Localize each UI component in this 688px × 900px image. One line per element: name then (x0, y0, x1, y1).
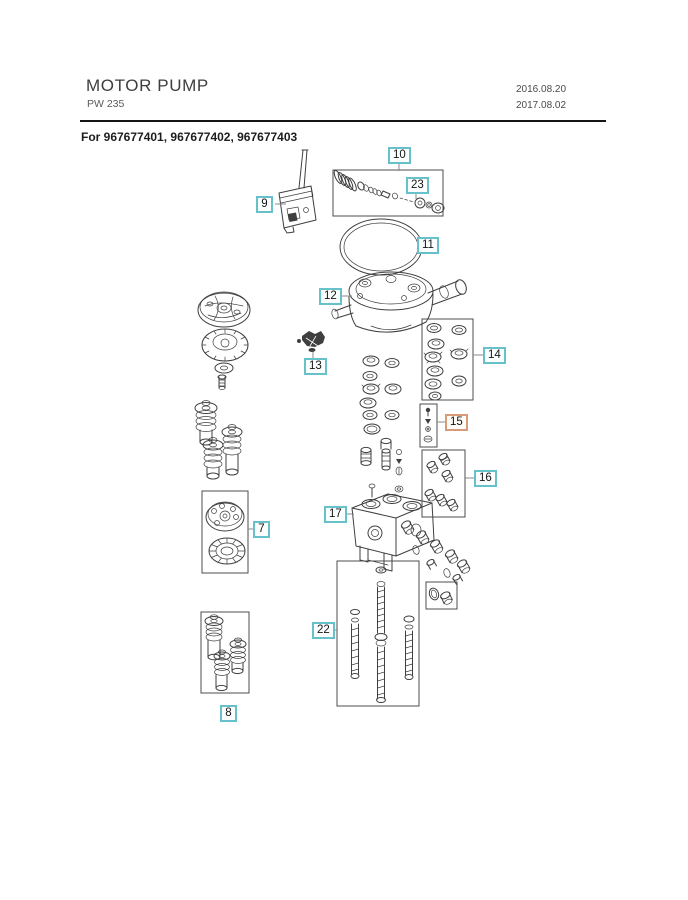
washer (215, 363, 233, 373)
wobble-plate-kit (206, 502, 245, 564)
seal-kit (424, 324, 468, 401)
micro-switch (279, 150, 316, 233)
callout-13[interactable]: 13 (304, 358, 327, 375)
check-valve-kit (424, 452, 460, 513)
detail-frame (426, 582, 457, 609)
revision-date-1: 2016.08.20 (516, 84, 567, 95)
callout-14[interactable]: 14 (483, 347, 506, 364)
piston-spring-assemblies (195, 401, 242, 480)
callout-12[interactable]: 12 (319, 288, 342, 305)
pump-head (331, 272, 468, 332)
loose-seals (360, 356, 402, 475)
page-title: MOTOR PUMP (86, 76, 209, 95)
detail-oring-valve (428, 587, 454, 606)
applies-to-line: For 967677401, 967677402, 967677403 (81, 130, 298, 144)
callout-8[interactable]: 8 (220, 705, 237, 722)
callout-17[interactable]: 17 (324, 506, 347, 523)
model-number: PW 235 (87, 98, 125, 110)
callout-7[interactable]: 7 (253, 521, 270, 538)
thermal-valve (297, 331, 325, 352)
callout-10[interactable]: 10 (388, 147, 411, 164)
callout-16[interactable]: 16 (474, 470, 497, 487)
callout-22[interactable]: 22 (312, 622, 335, 639)
rotor-gear (202, 329, 248, 361)
callout-11[interactable]: 11 (417, 237, 439, 254)
callout-23[interactable]: 23 (406, 177, 429, 194)
callout-9[interactable]: 9 (256, 196, 273, 213)
bolt-kit (351, 567, 415, 703)
revision-date-2: 2017.08.02 (516, 100, 567, 111)
bolt-small (218, 375, 226, 390)
callout-15[interactable]: 15 (445, 414, 468, 431)
piston-kit (205, 615, 246, 691)
head-o-ring (340, 219, 422, 275)
fan-wheel (198, 292, 250, 327)
small-service-kit (424, 408, 432, 442)
overlay-gfx (201, 163, 483, 706)
